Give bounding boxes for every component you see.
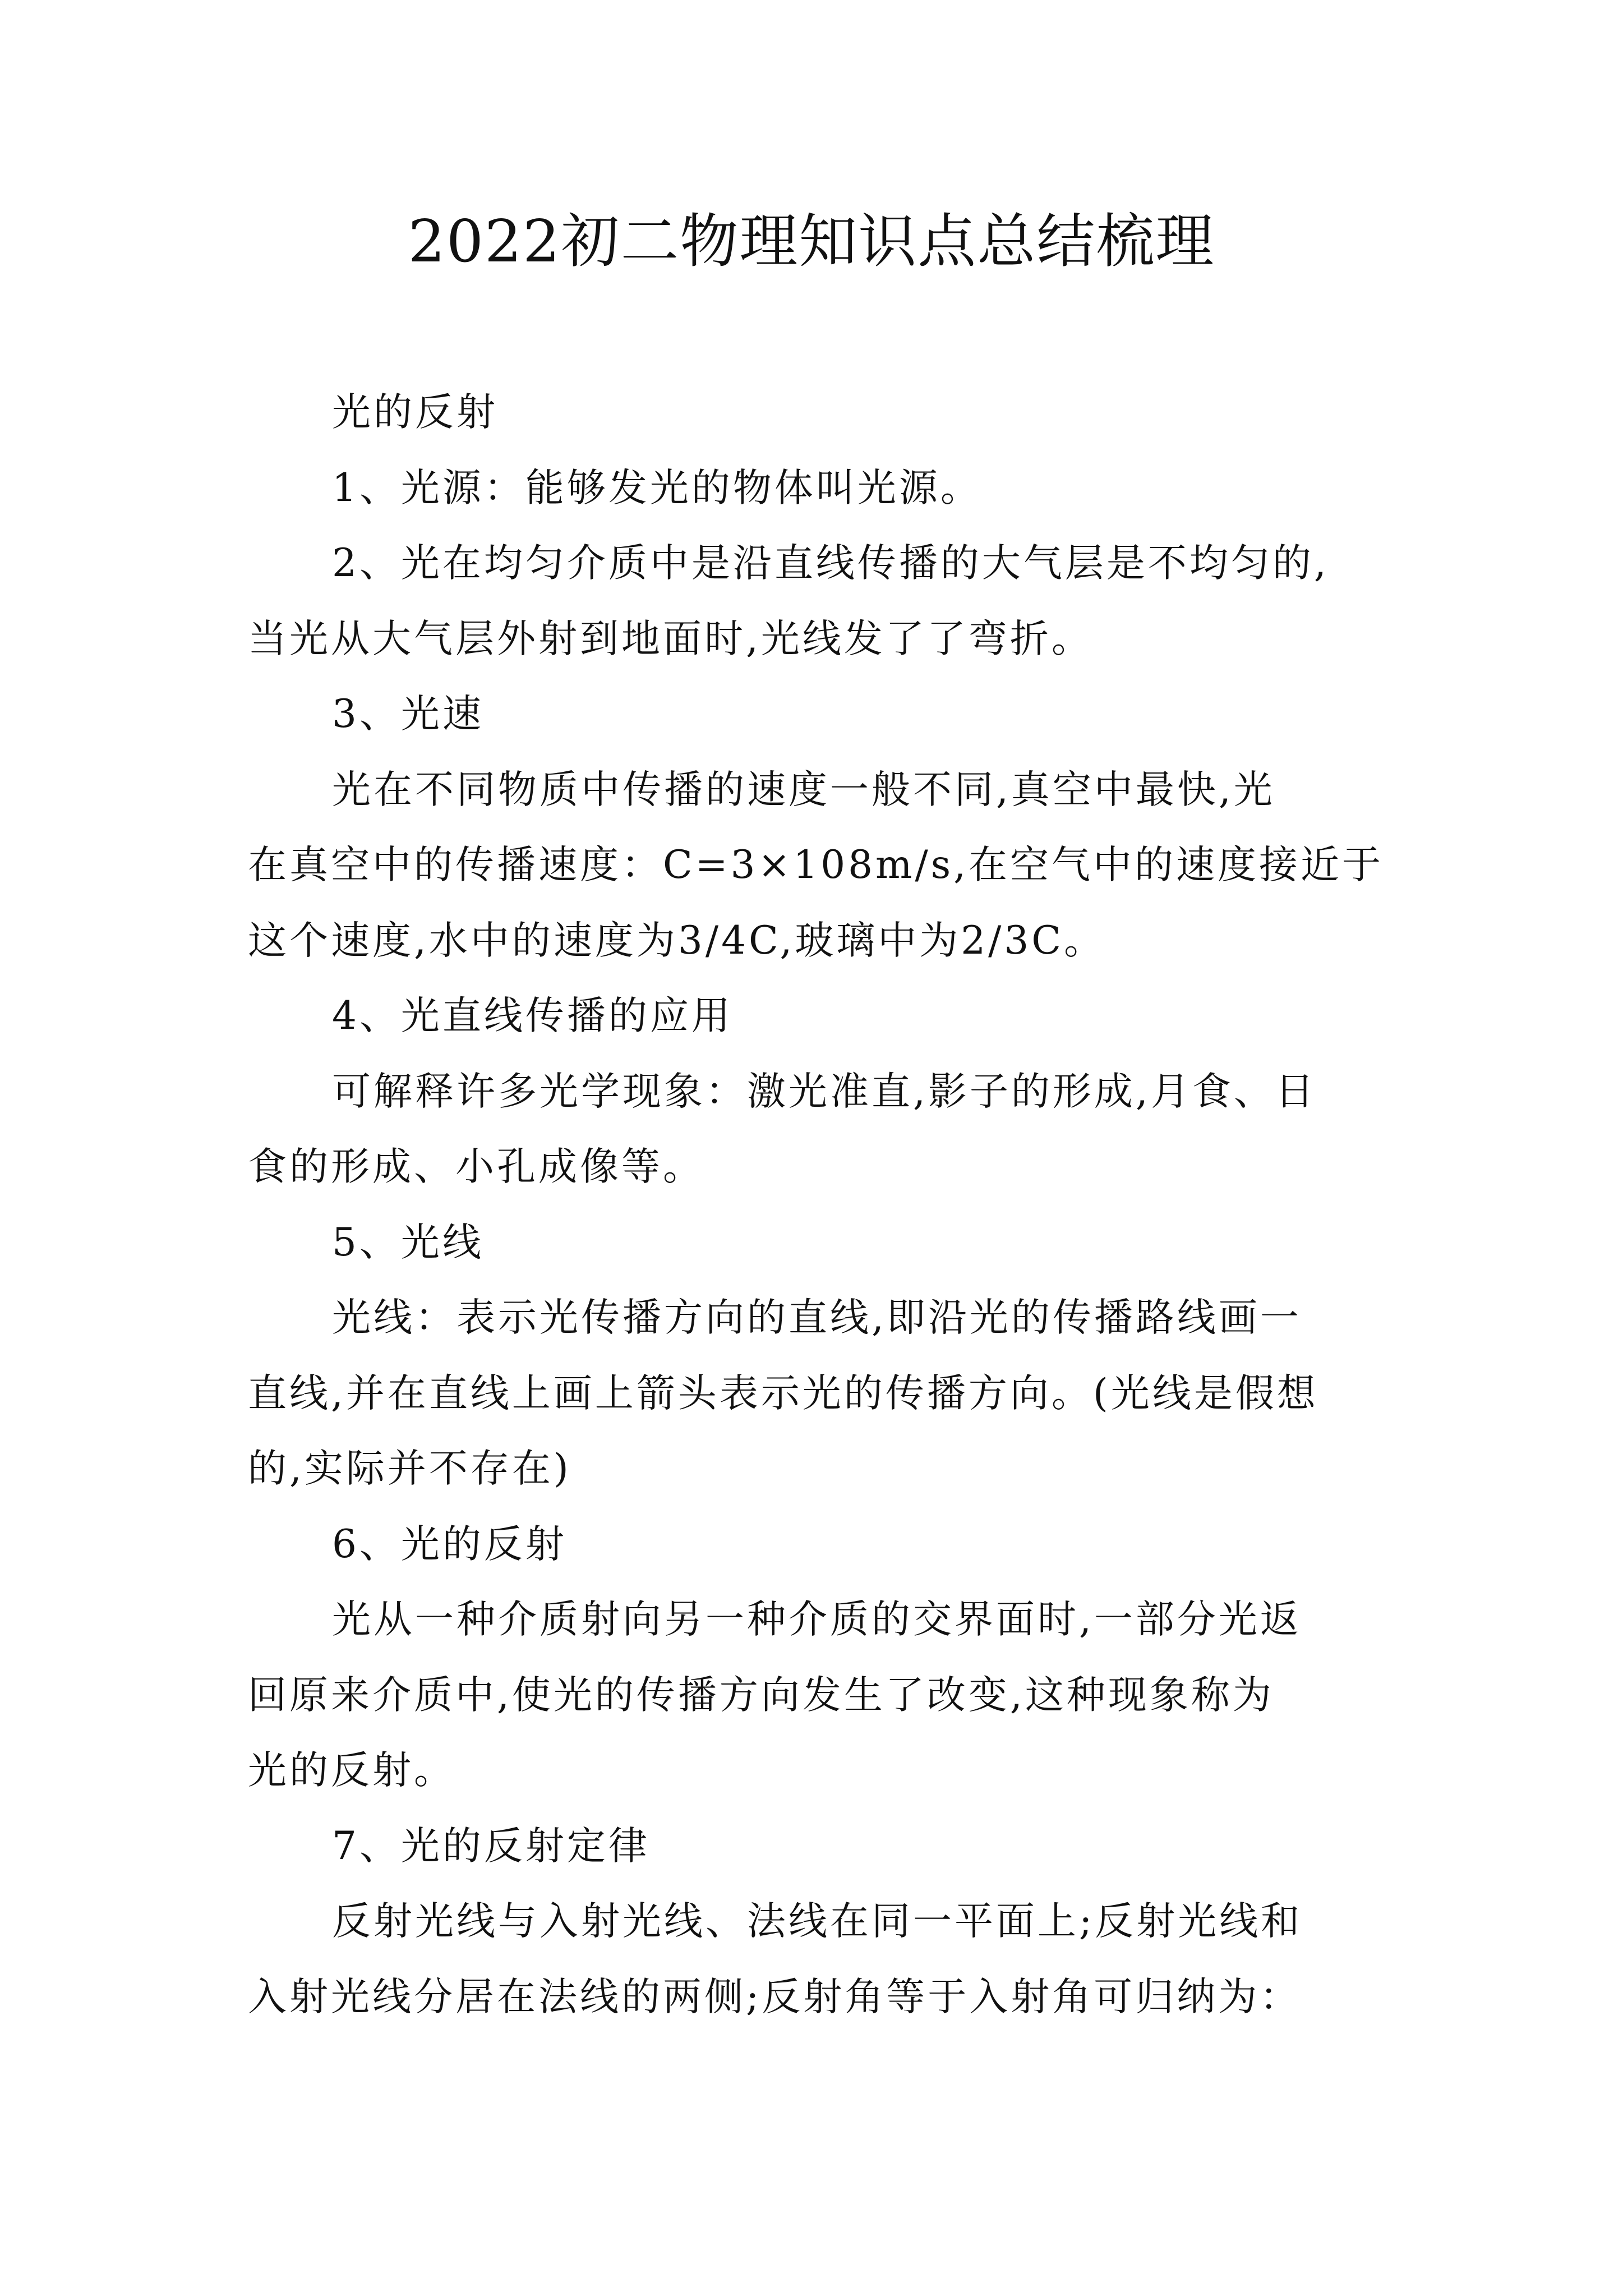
page-title: 2022初二物理知识点总结梳理 — [408, 207, 1215, 275]
paragraph-line: 光的反射。 — [248, 1748, 455, 1793]
paragraph-line: 直线,并在直线上画上箭头表示光的传播方向。(光线是假想 — [248, 1370, 1318, 1416]
paragraph-line: 5、光线 — [332, 1220, 484, 1265]
paragraph-line: 4、光直线传播的应用 — [332, 993, 733, 1038]
paragraph-line: 回原来介质中,使光的传播方向发生了改变,这种现象称为 — [248, 1672, 1274, 1718]
paragraph-line: 2、光在均匀介质中是沿直线传播的大气层是不均匀的, — [332, 541, 1329, 586]
paragraph-line: 这个速度,水中的速度为3/4C,玻璃中为2/3C。 — [248, 918, 1106, 963]
paragraph-line: 3、光速 — [332, 692, 484, 737]
paragraph-line: 在真空中的传播速度：C=3×108m/s,在空气中的速度接近于 — [248, 843, 1384, 887]
paragraph-line: 7、光的反射定律 — [332, 1823, 650, 1869]
paragraph-line: 当光从大气层外射到地面时,光线发了了弯折。 — [248, 616, 1093, 661]
paragraph-line: 光的反射 — [332, 390, 498, 435]
paragraph-line: 1、光源：能够发光的物体叫光源。 — [332, 465, 982, 510]
paragraph-line: 反射光线与入射光线、法线在同一平面上;反射光线和 — [332, 1899, 1303, 1944]
paragraph-line: 光在不同物质中传播的速度一般不同,真空中最快,光 — [332, 767, 1275, 812]
paragraph-line: 食的形成、小孔成像等。 — [248, 1144, 704, 1189]
paragraph-line: 光线：表示光传播方向的直线,即沿光的传播路线画一 — [332, 1295, 1302, 1340]
paragraph-line: 入射光线分居在法线的两侧;反射角等于入射角可归纳为： — [248, 1974, 1302, 2019]
paragraph-line: 可解释许多光学现象：激光准直,影子的形成,月食、日 — [332, 1069, 1317, 1114]
paragraph-line: 的,实际并不存在) — [248, 1446, 571, 1491]
paragraph-line: 光从一种介质射向另一种介质的交界面时,一部分光返 — [332, 1597, 1302, 1642]
document-body — [248, 375, 1386, 2035]
paragraph-line: 6、光的反射 — [332, 1521, 567, 1567]
